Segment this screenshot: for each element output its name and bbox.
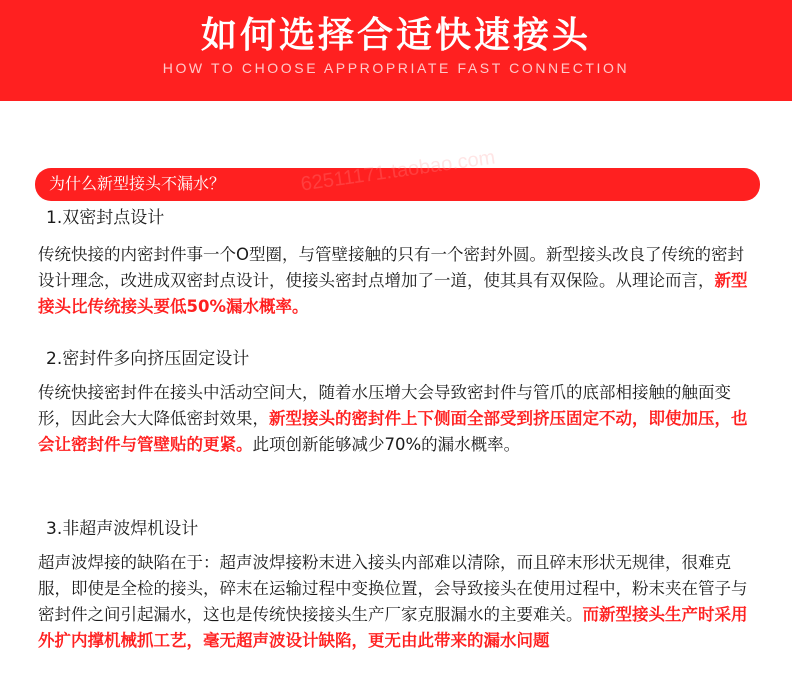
section-1-highlight: 新型接头比传统接头要低50%漏水概率。	[38, 271, 748, 316]
question-text: 为什么新型接头不漏水？	[49, 174, 226, 193]
section-1-body	[38, 242, 750, 320]
section-3-heading: 3.非超声波焊机设计	[46, 519, 199, 539]
header-banner	[0, 0, 792, 101]
section-2-tail: 此项创新能够减少70%的漏水概率。	[252, 435, 521, 454]
section-3-highlight: 而新型接头生产时采用外扩内撑机械抓工艺，毫无超声波设计缺陷，更无由此带来的漏水问题	[38, 605, 748, 650]
section-1-text: 传统快接的内密封件事一个O型圈，与管壁接触的只有一个密封外圆。新型接头改良了传统的密封设计理念，改进成双密封点设计，使接头密封点增加了一道，使其具有双保险。从理论而言，	[38, 245, 744, 290]
section-3-text: 超声波焊接的缺陷在于：超声波焊接粉末进入接头内部难以清除，而且碎末形状无规律，很难克服，即使是全检的接头，碎末在运输过程中变换位置，会导致接头在使用过程中，粉末夹在管子与密封件之间引起漏水，这也是传统快接接头生产厂家克服漏水的主要难关。	[38, 553, 748, 624]
section-2-highlight: 新型接头的密封件上下侧面全部受到挤压固定不动，即使加压，也会让密封件与管壁贴的更紧。	[38, 409, 748, 454]
banner-subtitle: HOW TO CHOOSE APPROPRIATE FAST CONNECTION	[162, 60, 630, 76]
section-3-body	[38, 550, 750, 654]
banner-title: 如何选择合适快速接头	[200, 15, 591, 56]
shop-watermark: 62511171.taobao.com	[299, 146, 497, 196]
section-2-heading: 2.密封件多向挤压固定设计	[46, 349, 250, 369]
section-2-text: 传统快接密封件在接头中活动空间大，随着水压增大会导致密封件与管爪的底部相接触的触面变形，因此会大大降低密封效果，	[38, 383, 731, 428]
section-1-heading: 1.双密封点设计	[46, 208, 165, 228]
section-2-body	[38, 380, 750, 458]
question-banner	[35, 168, 760, 201]
